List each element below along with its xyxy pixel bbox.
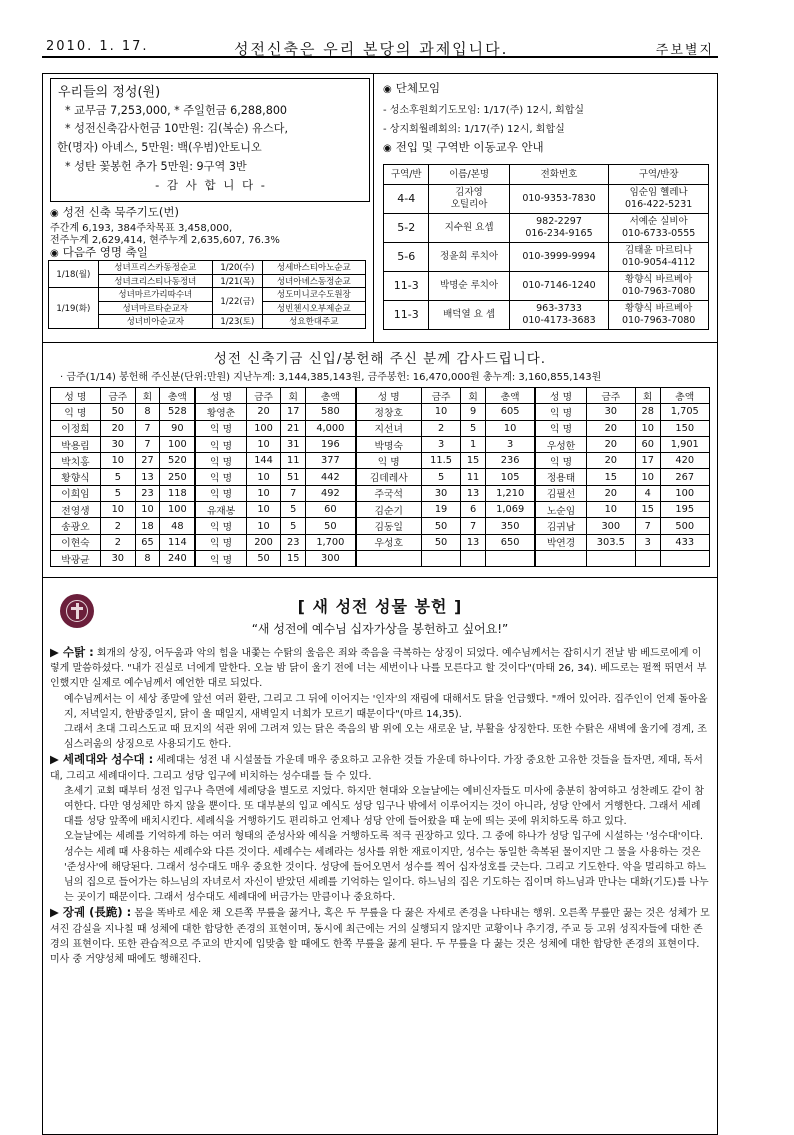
paragraph-text: 초세기 교회 때부터 성전 입구나 측면에 세례당을 별도로 지었다. 하지만 현대와 오늘날에는 예비신자들도 미사에 충분히 참여하고 성찬례도 같이 참여한다. 다만 영성체만 하지 않을 뿐이다. 또 대부분의 입교 예식도 성당 입구나 밖에서 이루어지는 것이 아니라, 성당 안에서 거행한다. 그래서 세례대를 성당 앞쪽에 배치시킨다. 세례식을 거행하기도 편리하고 언제나 성당 안에 들어왔을 때 눈에 띄는 곳에 위치하도록 하고 있다. [64, 785, 704, 828]
table-cell: 48 [160, 518, 196, 534]
table-cell: 150 [660, 420, 709, 436]
table-row [51, 502, 710, 518]
table-cell: 23 [135, 485, 160, 501]
table-cell: 5-6 [384, 243, 429, 272]
table-cell: 20 [586, 453, 635, 469]
page-title: 성전신축은 우리 본당의 과제입니다. [234, 40, 509, 58]
table-cell: 200 [246, 534, 281, 550]
table-cell: 3 [485, 436, 535, 452]
table-cell: 20 [586, 420, 635, 436]
col-header: 전화번호 [509, 165, 609, 185]
table-cell: 51 [281, 469, 306, 485]
table-cell: 익 명 [535, 453, 586, 469]
table-cell: 4-4 [384, 185, 429, 214]
table-cell: 13 [461, 534, 486, 550]
table-cell: 주국석 [356, 485, 422, 501]
transfer-table [383, 164, 709, 330]
article-title: [ 새 성전 성물 봉헌 ] [297, 597, 463, 616]
table-cell: 노순임 [535, 502, 586, 518]
bulletin-tag: 주보별지 [655, 43, 714, 58]
feast-saint: 성녀크리스티나동정녀 [98, 274, 212, 288]
offering-line: * 성탄 꽃봉헌 추가 5만원: 9구역 3반 [65, 160, 247, 173]
rosary-title [50, 204, 179, 220]
table-cell: 지수원 요셉 [429, 214, 509, 243]
table-cell: 김데레사 [356, 469, 422, 485]
table-cell: 정용태 [535, 469, 586, 485]
bullseye-icon: ◉ [50, 248, 59, 259]
table-cell: 28 [635, 404, 660, 420]
table-cell: 8 [135, 550, 160, 566]
table-cell: 377 [306, 453, 356, 469]
table-cell: 익 명 [195, 453, 246, 469]
issue-date: 2010. 1. 17. [46, 39, 149, 54]
table-row [51, 550, 710, 566]
table-cell: 30 [100, 550, 135, 566]
column-divider [373, 73, 374, 342]
table-cell: 서예순 실비아 010-6733-0555 [609, 214, 709, 243]
table-cell: 10 [635, 469, 660, 485]
feast-date: 1/19(화) [49, 288, 99, 329]
col-header: 총액 [485, 388, 535, 404]
table-cell: 50 [100, 404, 135, 420]
table-cell: 195 [660, 502, 709, 518]
table-cell: 1,700 [306, 534, 356, 550]
group-title-text: 단체모임 [395, 81, 441, 95]
table-row [384, 214, 709, 243]
table-cell: 15 [635, 502, 660, 518]
table-cell: 010-3999-9994 [509, 243, 609, 272]
table-cell: 6 [461, 502, 486, 518]
table-cell: 10 [421, 404, 460, 420]
section-divider [42, 342, 718, 343]
table-cell: 963-3733 010-4173-3683 [509, 301, 609, 330]
transfer-title-text: 전입 및 구역반 이동교우 안내 [395, 140, 544, 154]
table-cell: 익 명 [195, 469, 246, 485]
feast-date: 1/21(목) [213, 274, 263, 288]
table-cell: 이희임 [51, 485, 101, 501]
table-cell: 10 [246, 485, 281, 501]
table-cell: 정창호 [356, 404, 422, 420]
table-cell: 144 [246, 453, 281, 469]
table-cell: 2 [100, 534, 135, 550]
thanks-text: - 감 사 합 니 다 - [155, 178, 267, 192]
group-title [383, 80, 440, 96]
table-cell: 30 [100, 436, 135, 452]
feast-date: 1/22(금) [213, 288, 263, 315]
table-cell: 11-3 [384, 272, 429, 301]
table-cell: 4 [635, 485, 660, 501]
article-paragraph [50, 692, 710, 722]
feast-date: 1/23(토) [213, 315, 263, 329]
table-cell: 박명순 루치아 [429, 272, 509, 301]
table-cell: 7 [135, 420, 160, 436]
table-cell: 유재봉 [195, 502, 246, 518]
table-cell: 5 [461, 420, 486, 436]
table-cell: 100 [160, 436, 196, 452]
feast-saint: 성세바스티아노순교 [262, 261, 365, 275]
table-cell [635, 550, 660, 566]
table-cell: 500 [660, 518, 709, 534]
table-cell: 5 [281, 502, 306, 518]
group-item: - 성소후원회기도모임: 1/17(주) 12시, 회합실 [383, 105, 585, 116]
table-cell: 10 [586, 502, 635, 518]
table-cell: 1,901 [660, 436, 709, 452]
table-cell: 박광균 [51, 550, 101, 566]
col-header: 구역/반장 [609, 165, 709, 185]
table-cell: 13 [135, 469, 160, 485]
table-cell: 이현숙 [51, 534, 101, 550]
table-cell: 90 [160, 420, 196, 436]
table-cell: 17 [281, 404, 306, 420]
feast-date: 1/20(수) [213, 261, 263, 275]
col-header: 회 [281, 388, 306, 404]
table-cell: 18 [135, 518, 160, 534]
table-cell: 27 [135, 453, 160, 469]
table-cell: 1 [461, 436, 486, 452]
table-cell: 김동일 [356, 518, 422, 534]
col-header: 총액 [160, 388, 196, 404]
table-row [51, 404, 710, 420]
article-paragraph [50, 829, 710, 905]
table-cell: 65 [135, 534, 160, 550]
table-cell: 11 [281, 453, 306, 469]
table-cell: 익 명 [195, 436, 246, 452]
table-cell: 박명숙 [356, 436, 422, 452]
table-row [51, 518, 710, 534]
table-cell: 196 [306, 436, 356, 452]
paragraph-text: 오늘날에는 세례를 기억하게 하는 여러 형태의 준성사와 예식을 거행하도록 적극 권장하고 있다. 그 중에 하나가 성당 입구에 시설하는 '성수대'이다. 성수는 세례 때 사용하는 세례수와 다른 것이다. 세례수는 세례라는 성사를 위한 재료이지만, 성수는 동일한 축복된 물이지만 그 물을 사용하는 것은 '준성사'에 해당된다. 그래서 성수대도 매우 중요한 것이다. 성당에 들어오면서 성수를 찍어 십자성호를 긋는다. 그리고 기도한다. 악을 멀리하고 하느님의 집으로 들어가는 하느님의 자녀로서 자신이 받았던 세례를 기억하는 일이다. 하느님의 집은 기도하는 집이며 하느님과 만나는 대화(기도)를 나누는 곳이기 때문이다. 그래서 성수대도 세례대에 버금가는 만큼이나 중요하다. [64, 831, 709, 904]
feast-saint: 성녀프리스카동정순교 [98, 261, 212, 275]
table-cell: 7 [135, 436, 160, 452]
table-cell: 4,000 [306, 420, 356, 436]
article-paragraph [50, 752, 710, 783]
table-cell: 433 [660, 534, 709, 550]
table-cell: 105 [485, 469, 535, 485]
col-header: 회 [461, 388, 486, 404]
table-cell: 20 [246, 404, 281, 420]
table-cell [421, 550, 460, 566]
table-cell: 2 [421, 420, 460, 436]
table-cell: 60 [635, 436, 660, 452]
table-cell: 50 [246, 550, 281, 566]
section-divider [42, 577, 718, 578]
table-cell: 60 [306, 502, 356, 518]
table-cell: 10 [246, 502, 281, 518]
table-cell: 5 [421, 469, 460, 485]
paragraph-text: 예수님께서는 이 세상 종말에 앞선 여러 환란, 그리고 그 뒤에 이어지는 '인자'의 재림에 대해서도 닭을 언급했다. "깨어 있어라. 집주인이 언제 돌아올지, 저녁일지, 한밤중일지, 닭이 울 때일지, 새벽일지 너희가 모르기 때문이다"(마르 14,35). [64, 693, 708, 720]
offering-line: * 성전신축감사헌금 10만원: 김(복순) 유스다, [65, 122, 289, 135]
table-cell: 492 [306, 485, 356, 501]
table-row [51, 485, 710, 501]
article-paragraph [50, 722, 710, 752]
bullseye-icon: ◉ [383, 143, 392, 154]
table-cell: 김순기 [356, 502, 422, 518]
table-cell: 300 [306, 550, 356, 566]
table-cell: 익 명 [195, 550, 246, 566]
table-cell: 김귀남 [535, 518, 586, 534]
offering-title: 우리들의 정성(원) [58, 85, 161, 100]
col-header: 이름/본명 [429, 165, 509, 185]
table-cell: 배덕열 요 셉 [429, 301, 509, 330]
paragraph-lead: ▶ 수탉 : [50, 645, 94, 659]
article-paragraph [50, 905, 710, 967]
table-cell: 114 [160, 534, 196, 550]
table-cell: 익 명 [51, 404, 101, 420]
col-header: 총액 [306, 388, 356, 404]
table-row [384, 185, 709, 214]
table-cell: 20 [586, 485, 635, 501]
table-cell: 황향식 [51, 469, 101, 485]
table-cell: 송광오 [51, 518, 101, 534]
table-cell: 15 [281, 550, 306, 566]
table-cell [356, 550, 422, 566]
table-cell: 15 [586, 469, 635, 485]
table-cell: 010-9353-7830 [509, 185, 609, 214]
table-cell: 30 [421, 485, 460, 501]
paragraph-text: 그래서 초대 그리스도교 때 묘지의 석관 위에 그려져 있는 닭은 죽음의 밤 위에 오는 새로운 날, 부활을 상징한다. 또한 수탉은 새벽에 울기에 경계, 조심스러움의 상징으로 사용되기도 한다. [64, 724, 707, 751]
col-header: 성 명 [535, 388, 586, 404]
table-cell: 9 [461, 404, 486, 420]
table-cell: 익 명 [535, 404, 586, 420]
col-header: 금주 [421, 388, 460, 404]
feast-saint: 성빈첸시오부제순교 [262, 301, 365, 315]
table-cell: 100 [246, 420, 281, 436]
article-quote: “새 성전에 예수님 십자가상을 봉헌하고 싶어요!” [251, 622, 509, 636]
table-cell: 1,069 [485, 502, 535, 518]
col-header: 총액 [660, 388, 709, 404]
table-cell: 580 [306, 404, 356, 420]
table-row [51, 420, 710, 436]
table-cell: 20 [586, 436, 635, 452]
table-cell: 7 [461, 518, 486, 534]
table-cell: 5 [100, 469, 135, 485]
donor-table [50, 387, 710, 567]
table-cell: 21 [281, 420, 306, 436]
table-cell: 10 [635, 420, 660, 436]
table-cell: 010-7146-1240 [509, 272, 609, 301]
table-cell: 300 [586, 518, 635, 534]
table-cell: 11 [461, 469, 486, 485]
bullseye-icon: ◉ [50, 208, 59, 219]
feast-date: 1/18(월) [49, 261, 99, 288]
table-cell: 5 [100, 485, 135, 501]
table-cell: 240 [160, 550, 196, 566]
table-row [384, 272, 709, 301]
table-cell: 31 [281, 436, 306, 452]
table-cell: 118 [160, 485, 196, 501]
feast-saint: 성녀마르가리따수녀 [98, 288, 212, 302]
table-cell: 전영생 [51, 502, 101, 518]
table-cell: 익 명 [195, 485, 246, 501]
table-cell: 박치홍 [51, 453, 101, 469]
table-cell: 982-2297 016-234-9165 [509, 214, 609, 243]
table-cell: 5 [281, 518, 306, 534]
table-cell: 100 [660, 485, 709, 501]
table-cell: 이정희 [51, 420, 101, 436]
fund-title: 성전 신축기금 신입/봉헌해 주신 분께 감사드립니다. [213, 351, 547, 367]
table-cell: 15 [461, 453, 486, 469]
paragraph-text: 몸을 똑바로 세운 채 오른쪽 무릎을 꿇거나, 혹은 두 무릎을 다 꿇은 자세로 존경을 나타내는 행위. 오른쪽 무릎만 꿇는 것은 성체가 모셔진 감실을 지나칠 때 성체에 대한 합당한 존경의 표현이며, 동시에 최근에는 거의 실행되지 않지만 교황이나 추기경, 주교 등 고위 성직자들에 대한 존경의 표현이다. 또한 관습적으로 주교의 반지에 입맞춤 할 때에도 한쪽 무릎을 꿇게 된다. 두 무릎을 다 꿇는 것은 성체에 대한 합당한 존경의 표현이다. 미사 중 거양성체 때에도 행해진다. [50, 908, 710, 966]
table-cell: 우성한 [535, 436, 586, 452]
table-cell: 익 명 [535, 420, 586, 436]
group-item: - 상지회월례회의: 1/17(주) 12시, 회합실 [383, 124, 565, 135]
table-cell: 익 명 [195, 518, 246, 534]
paragraph-lead: ▶ 세례대와 성수대 : [50, 752, 154, 767]
col-header: 성 명 [51, 388, 101, 404]
article-body [50, 645, 710, 967]
table-cell: 50 [421, 534, 460, 550]
table-cell: 우성호 [356, 534, 422, 550]
feast-table [48, 260, 366, 329]
offering-line: * 교무금 7,253,000, * 주일헌금 6,288,800 [65, 104, 288, 117]
table-cell [586, 550, 635, 566]
table-cell: 528 [160, 404, 196, 420]
col-header: 금주 [246, 388, 281, 404]
table-cell: 650 [485, 534, 535, 550]
table-cell: 19 [421, 502, 460, 518]
table-cell: 황향식 바르베아 010-7963-7080 [609, 301, 709, 330]
table-cell: 5-2 [384, 214, 429, 243]
table-cell: 3 [635, 534, 660, 550]
col-header: 성 명 [356, 388, 422, 404]
table-cell [660, 550, 709, 566]
table-cell: 익 명 [195, 534, 246, 550]
table-cell: 익 명 [195, 420, 246, 436]
table-row [51, 469, 710, 485]
page-header [42, 38, 718, 58]
table-cell: 100 [160, 502, 196, 518]
offering-line: 한(명자) 아녜스, 5만원: 백(우범)안토니오 [57, 141, 262, 154]
table-cell: 10 [100, 453, 135, 469]
table-cell: 17 [635, 453, 660, 469]
feast-title [50, 244, 148, 260]
table-cell: 8 [135, 404, 160, 420]
table-cell: 11.5 [421, 453, 460, 469]
table-cell: 10 [135, 502, 160, 518]
paragraph-text: 회개의 상징, 어두움과 악의 힘을 내쫓는 수탉의 울음은 죄와 죽음을 극복하는 상징이 되었다. 예수님께서는 잡히시기 전날 밤 베드로에게 이렇게 말씀하셨다. "내가 진실로 너에게 말한다. 오늘 밤 닭이 울기 전에 너는 세번이나 나를 모른다고 할 것이다"(마태 26, 34). 베드로는 펄쩍 뛰면서 부인했지만 실제로 예수님께서 예언한 대로 되었다. [50, 648, 707, 690]
table-cell [485, 550, 535, 566]
feast-title-text: 다음주 영명 축일 [62, 245, 148, 259]
table-cell: 김태윤 마르티나 010-9054-4112 [609, 243, 709, 272]
table-cell: 지선녀 [356, 420, 422, 436]
table-row [51, 534, 710, 550]
table-cell: 420 [660, 453, 709, 469]
table-cell: 250 [160, 469, 196, 485]
paragraph-text: 세례대는 성전 내 시설물들 가운데 매우 중요하고 고유한 것들 가운데 하나이다. 가장 중요한 고유한 것들을 들자면, 제대, 독서대, 그리고 세례대이다. 그리고 성당 입구에 비치하는 성수대를 들 수 있다. [50, 755, 703, 782]
paragraph-lead: ▶ 장궤 (長跪) : [50, 905, 132, 920]
table-cell: 10 [485, 420, 535, 436]
table-cell: 황향식 바르베아 010-7963-7080 [609, 272, 709, 301]
table-cell: 30 [586, 404, 635, 420]
table-row [384, 301, 709, 330]
table-cell: 520 [160, 453, 196, 469]
table-cell: 김자영 오틸리아 [429, 185, 509, 214]
rosary-line: 주간계 6,193, 384주차목표 3,458,000, [50, 223, 233, 234]
feast-saint: 성녀비아순교자 [98, 315, 212, 329]
table-cell: 442 [306, 469, 356, 485]
table-cell: 23 [281, 534, 306, 550]
article-paragraph [50, 784, 710, 830]
table-cell: 267 [660, 469, 709, 485]
table-cell: 7 [635, 518, 660, 534]
feast-saint: 성녀아녜스동정순교 [262, 274, 365, 288]
table-cell: 1,705 [660, 404, 709, 420]
transfer-title [383, 139, 544, 155]
table-cell: 50 [421, 518, 460, 534]
table-cell: 10 [246, 469, 281, 485]
table-cell: 10 [100, 502, 135, 518]
col-header: 성 명 [195, 388, 246, 404]
table-cell: 3 [421, 436, 460, 452]
article-paragraph [50, 645, 710, 692]
col-header: 회 [635, 388, 660, 404]
bullseye-icon: ◉ [383, 84, 392, 95]
table-cell: 황영춘 [195, 404, 246, 420]
table-cell [461, 550, 486, 566]
table-row [51, 436, 710, 452]
table-cell: 임순임 헬레나 016-422-5231 [609, 185, 709, 214]
feast-saint: 성녀마르타순교자 [98, 301, 212, 315]
col-header: 금주 [586, 388, 635, 404]
table-cell: 정윤희 루치아 [429, 243, 509, 272]
table-cell: 2 [100, 518, 135, 534]
feast-saint: 성요한대주교 [262, 315, 365, 329]
table-cell: 303.5 [586, 534, 635, 550]
table-cell: 7 [281, 485, 306, 501]
fund-summary: · 금주(1/14) 봉헌해 주신분(단위:만원) 지난누계: 3,144,385,143원, 금주봉헌: 16,470,000원 총누계: 3,160,855,143원 [60, 372, 602, 383]
table-cell: 박용림 [51, 436, 101, 452]
table-cell: 익 명 [356, 453, 422, 469]
table-row [51, 453, 710, 469]
table-cell: 11-3 [384, 301, 429, 330]
table-cell: 10 [246, 436, 281, 452]
col-header: 회 [135, 388, 160, 404]
table-cell: 1,210 [485, 485, 535, 501]
offering-box [50, 78, 370, 202]
table-cell: 김필선 [535, 485, 586, 501]
feast-saint: 성도미니코수도원장 [262, 288, 365, 302]
col-header: 구역/반 [384, 165, 429, 185]
rosary-title-text: 성전 신축 묵주기도(번) [62, 205, 179, 219]
table-cell: 13 [461, 485, 486, 501]
table-cell: 605 [485, 404, 535, 420]
table-cell: 236 [485, 453, 535, 469]
table-cell [535, 550, 586, 566]
table-cell: 10 [246, 518, 281, 534]
table-cell: 50 [306, 518, 356, 534]
rosary-line: 전주누계 2,629,414, 현주누계 2,635,607, 76.3% [50, 235, 280, 246]
col-header: 금주 [100, 388, 135, 404]
table-cell: 350 [485, 518, 535, 534]
table-cell: 박연경 [535, 534, 586, 550]
table-row [384, 243, 709, 272]
table-cell: 20 [100, 420, 135, 436]
